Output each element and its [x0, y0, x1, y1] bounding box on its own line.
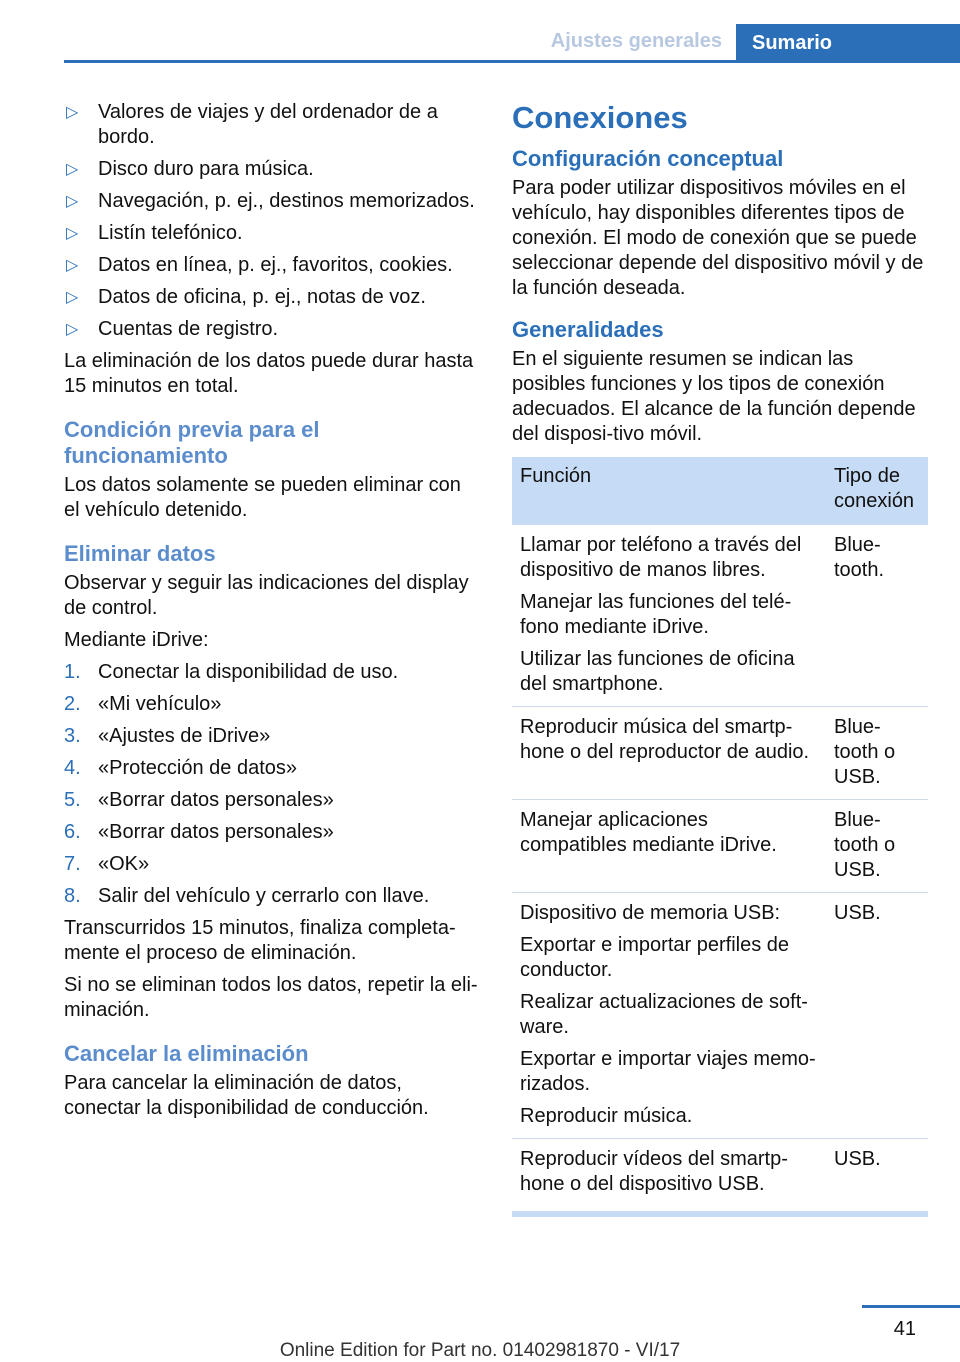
table-row	[512, 800, 928, 893]
paragraph: Observar y seguir las indicaciones del display de control.	[64, 572, 469, 619]
triangle-bullet-icon: ▷	[66, 321, 79, 338]
column-header-funcion: Función	[512, 457, 826, 525]
list-item: ▷ Cuentas de registro.	[66, 318, 279, 340]
paragraph: Transcurridos 15 minutos, finaliza completa-mente el proceso de eliminación.	[64, 917, 456, 964]
step-item: 4. «Protección de datos»	[64, 757, 298, 779]
step-item: 1. Conectar la disponibilidad de uso.	[64, 661, 399, 683]
triangle-bullet-icon: ▷	[66, 193, 79, 210]
paragraph: Los datos solamente se pueden eliminar con el vehículo detenido.	[64, 474, 461, 521]
step-item: 2. «Mi vehículo»	[64, 693, 222, 715]
triangle-bullet-icon: ▷	[66, 225, 79, 242]
table-row	[512, 525, 928, 707]
cell-funcion: Reproducir música del smartp-hone o del reproductor de audio.	[512, 707, 826, 800]
list-item: ▷ Disco duro para música.	[66, 158, 314, 180]
footer-rule	[862, 1305, 960, 1308]
list-item: ▷ Datos de oficina, p. ej., notas de voz.	[66, 286, 426, 308]
table-row	[512, 1139, 928, 1215]
heading-config: Configuración conceptual	[512, 146, 784, 171]
triangle-bullet-icon: ▷	[66, 104, 79, 121]
table-row	[512, 893, 928, 1139]
heading-eliminar: Eliminar datos	[64, 541, 216, 566]
paragraph: Mediante iDrive:	[64, 629, 209, 651]
triangle-bullet-icon: ▷	[66, 289, 79, 306]
cell-tipo: USB.	[826, 1139, 928, 1215]
paragraph: Para poder utilizar dispositivos móviles en el vehículo, hay disponibles diferentes tipos de conexión. El modo de conexión que se puede seleccionar depende del dispositivo móvil y de la función deseada.	[512, 177, 924, 299]
cell-funcion: Dispositivo de memoria USB: Exportar e importar perfiles de conductor. Realizar actualizaciones de soft-ware. Exportar e importar viajes memo-rizados. Reproducir música.	[512, 893, 826, 1139]
list-item: ▷ Navegación, p. ej., destinos memorizados.	[66, 190, 475, 212]
step-item: 5. «Borrar datos personales»	[64, 789, 334, 811]
heading-cancelar: Cancelar la eliminación	[64, 1041, 309, 1066]
paragraph: En el siguiente resumen se indican las posibles funciones y los tipos de conexión adecuados. El alcance de la función depende del disposi-tivo móvil.	[512, 348, 916, 445]
table-header-row	[512, 457, 928, 525]
paragraph: Si no se eliminan todos los datos, repetir la eli-minación.	[64, 974, 478, 1021]
cell-funcion: Reproducir vídeos del smartp-hone o del dispositivo USB.	[512, 1139, 826, 1215]
cell-funcion: Manejar aplicaciones compatibles mediante iDrive.	[512, 800, 826, 893]
paragraph: Para cancelar la eliminación de datos, conectar la disponibilidad de conducción.	[64, 1072, 429, 1119]
page-number: 41	[893, 1318, 916, 1340]
edition-footer: Online Edition for Part no. 01402981870 - VI/17	[279, 1340, 681, 1361]
heading-condicion: Condición previa para el funcionamiento	[64, 417, 320, 468]
right-column	[512, 100, 928, 1217]
step-item: 6. «Borrar datos personales»	[64, 821, 334, 843]
tab-sumario[interactable]: Sumario	[736, 24, 960, 62]
list-item: ▷ Datos en línea, p. ej., favoritos, cookies.	[66, 254, 453, 276]
list-item: ▷ Valores de viajes y del ordenador de a bordo.	[66, 101, 438, 148]
header-rule	[64, 60, 960, 63]
connections-table	[512, 457, 928, 1217]
step-item: 8. Salir del vehículo y cerrarlo con llave.	[64, 885, 430, 907]
column-header-tipo: Tipo de conexión	[826, 457, 928, 525]
page-title: Conexiones	[512, 100, 688, 135]
triangle-bullet-icon: ▷	[66, 257, 79, 274]
table-row	[512, 707, 928, 800]
left-column	[64, 100, 482, 1128]
section-title: Ajustes generales	[550, 30, 722, 52]
step-item: 3. «Ajustes de iDrive»	[64, 725, 271, 747]
cell-tipo: Blue-tooth o USB.	[826, 800, 928, 893]
cell-tipo: USB.	[826, 893, 928, 1139]
paragraph: La eliminación de los datos puede durar hasta 15 minutos en total.	[64, 350, 474, 397]
heading-general: Generalidades	[512, 317, 664, 342]
list-item: ▷ Listín telefónico.	[66, 222, 243, 244]
page-header	[0, 0, 960, 64]
cell-tipo: Blue-tooth o USB.	[826, 707, 928, 800]
cell-tipo: Blue-tooth.	[826, 525, 928, 707]
step-item: 7. «OK»	[64, 853, 150, 875]
cell-funcion: Llamar por teléfono a través del dispositivo de manos libres. Manejar las funciones del telé-fono mediante iDrive. Utilizar las funciones de oficina del smartphone.	[512, 525, 826, 707]
triangle-bullet-icon: ▷	[66, 161, 79, 178]
